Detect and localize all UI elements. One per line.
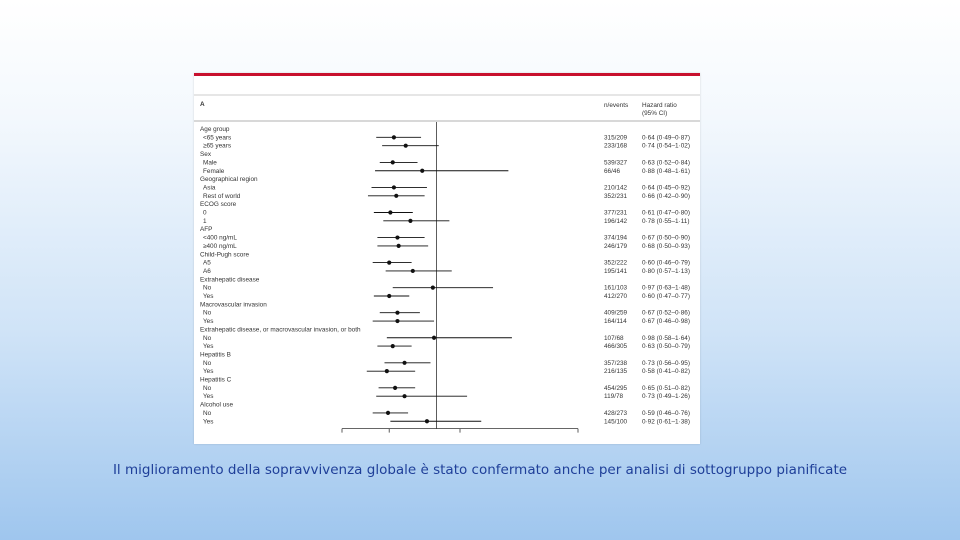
events-value: 352/231 — [604, 192, 628, 200]
hr-point — [404, 144, 408, 148]
events-value: 107/68 — [604, 334, 624, 342]
events-value: 161/103 — [604, 284, 628, 292]
subgroup-label: A6 — [203, 267, 211, 275]
hr-point — [395, 319, 399, 323]
hr-ci-value: 0·60 (0·47–0·77) — [642, 293, 690, 300]
hr-ci-value: 0·66 (0·42–0·90) — [642, 192, 690, 200]
hr-point — [386, 411, 390, 415]
events-value: 352/222 — [604, 259, 628, 267]
subgroup-header: Extrahepatic disease, or macrovascular invasion, or both — [200, 326, 361, 334]
col-header-events: n/events — [604, 102, 629, 109]
hr-ci-value: 0·88 (0·48–1·61) — [642, 167, 690, 175]
hr-ci-value: 0·67 (0·46–0·98) — [642, 318, 690, 326]
subgroup-label: Yes — [203, 343, 214, 351]
events-value: 119/78 — [604, 393, 624, 401]
hr-point — [387, 294, 391, 298]
hr-point — [432, 336, 436, 340]
subgroup-label: No — [203, 309, 212, 317]
subgroup-label: A5 — [203, 259, 211, 267]
hr-ci-value: 0·68 (0·50–0·93) — [642, 242, 690, 250]
hr-point — [393, 386, 397, 390]
events-value: 412/270 — [604, 293, 628, 300]
hr-ci-value: 0·60 (0·46–0·79) — [642, 259, 690, 267]
events-value: 428/273 — [604, 409, 628, 417]
hr-ci-value: 0·59 (0·46–0·76) — [642, 409, 690, 417]
subgroup-label: No — [203, 359, 212, 367]
subgroup-header: ECOG score — [200, 201, 237, 209]
hr-ci-value: 0·73 (0·49–1·26) — [642, 393, 690, 401]
subgroup-label: No — [203, 334, 212, 342]
subgroup-label: <65 years — [203, 134, 232, 142]
hr-point — [394, 194, 398, 198]
subgroup-label: 0 — [203, 209, 207, 217]
hr-ci-value: 0·73 (0·56–0·95) — [642, 359, 690, 367]
subgroup-label: Rest of world — [203, 192, 241, 200]
hr-point — [387, 261, 391, 265]
hr-point — [425, 419, 429, 423]
subgroup-label: Yes — [203, 393, 214, 401]
events-value: 357/238 — [604, 359, 628, 367]
hr-ci-value: 0·67 (0·50–0·90) — [642, 234, 690, 242]
subgroup-label: ≥65 years — [203, 142, 232, 150]
events-value: 196/142 — [604, 217, 628, 225]
hr-ci-value: 0·58 (0·41–0·82) — [642, 368, 690, 376]
hr-ci-value: 0·61 (0·47–0·80) — [642, 209, 690, 217]
events-value: 374/194 — [604, 234, 628, 242]
panel-label: A — [200, 101, 205, 108]
hr-point — [391, 344, 395, 348]
subgroup-label: <400 ng/mL — [203, 234, 237, 242]
hr-point — [402, 394, 406, 398]
events-value: 164/114 — [604, 318, 627, 326]
hr-ci-value: 0·74 (0·54–1·02) — [642, 142, 690, 150]
hr-ci-value: 0·67 (0·52–0·86) — [642, 309, 690, 317]
col-header-hr: Hazard ratio — [642, 102, 677, 109]
hr-point — [385, 369, 389, 373]
events-value: 454/295 — [604, 384, 628, 392]
subgroup-label: Yes — [203, 318, 214, 326]
subgroup-label: Yes — [203, 368, 214, 376]
hr-ci-value: 0·63 (0·50–0·79) — [642, 343, 690, 351]
hr-ci-value: 0·80 (0·57–1·13) — [642, 267, 690, 275]
forest-plot — [194, 76, 700, 444]
hr-ci-value: 0·98 (0·58–1·64) — [642, 334, 690, 342]
subgroup-header: Hepatitis C — [200, 376, 232, 384]
subgroup-label: No — [203, 384, 212, 392]
hr-ci-value: 0·65 (0·51–0·82) — [642, 384, 690, 392]
hr-ci-value: 0·97 (0·63–1·48) — [642, 284, 690, 292]
subgroup-header: Alcohol use — [200, 401, 234, 409]
subgroup-header: AFP — [200, 226, 213, 234]
events-value: 377/231 — [604, 209, 628, 217]
subgroup-header: Hepatitis B — [200, 351, 231, 359]
hr-point — [392, 135, 396, 139]
hr-ci-value: 0·63 (0·52–0·84) — [642, 159, 690, 167]
events-value: 539/327 — [604, 159, 628, 167]
events-value: 66/46 — [604, 167, 620, 175]
subgroup-label: ≥400 ng/mL — [203, 242, 237, 250]
subgroup-header: Age group — [200, 126, 230, 133]
subgroup-label: Male — [203, 159, 217, 167]
events-value: 233/168 — [604, 142, 628, 150]
subgroup-label: Yes — [203, 418, 214, 426]
hr-ci-value: 0·64 (0·49–0·87) — [642, 134, 690, 142]
subgroup-label: 1 — [203, 217, 207, 225]
col-header-ci: (95% CI) — [642, 110, 668, 117]
hr-point — [402, 361, 406, 365]
events-value: 216/135 — [604, 368, 628, 376]
hr-point — [411, 269, 415, 273]
events-value: 210/142 — [604, 184, 628, 192]
hr-point — [391, 160, 395, 164]
subgroup-header: Child-Pugh score — [200, 251, 250, 259]
hr-point — [431, 286, 435, 290]
hr-point — [395, 235, 399, 239]
hr-ci-value: 0·64 (0·45–0·92) — [642, 184, 690, 192]
slide-caption: Il miglioramento della sopravvivenza globale è stato confermato anche per analisi di sottogruppo pianificate — [112, 462, 848, 478]
hr-point — [397, 244, 401, 248]
events-value: 409/259 — [604, 309, 628, 317]
subgroup-label: Asia — [203, 184, 216, 192]
hr-ci-value: 0·92 (0·61–1·38) — [642, 418, 690, 426]
events-value: 195/141 — [604, 267, 628, 275]
hr-point — [395, 311, 399, 315]
hr-ci-value: 0·78 (0·55–1·11) — [642, 217, 690, 225]
subgroup-header: Macrovascular invasion — [200, 301, 267, 309]
hr-point — [420, 169, 424, 173]
subgroup-header: Geographical region — [200, 176, 258, 184]
events-value: 246/179 — [604, 242, 628, 250]
subgroup-label: Female — [203, 167, 225, 175]
subgroup-header: Sex — [200, 151, 212, 159]
subgroup-header: Extrahepatic disease — [200, 276, 260, 284]
forest-plot-figure — [194, 73, 700, 444]
hr-point — [388, 210, 392, 214]
subgroup-label: Yes — [203, 293, 214, 300]
events-value: 145/100 — [604, 418, 628, 426]
hr-point — [408, 219, 412, 223]
subgroup-label: No — [203, 409, 212, 417]
hr-point — [392, 185, 396, 189]
events-value: 315/209 — [604, 134, 628, 142]
subgroup-label: No — [203, 284, 212, 292]
events-value: 466/305 — [604, 343, 628, 351]
